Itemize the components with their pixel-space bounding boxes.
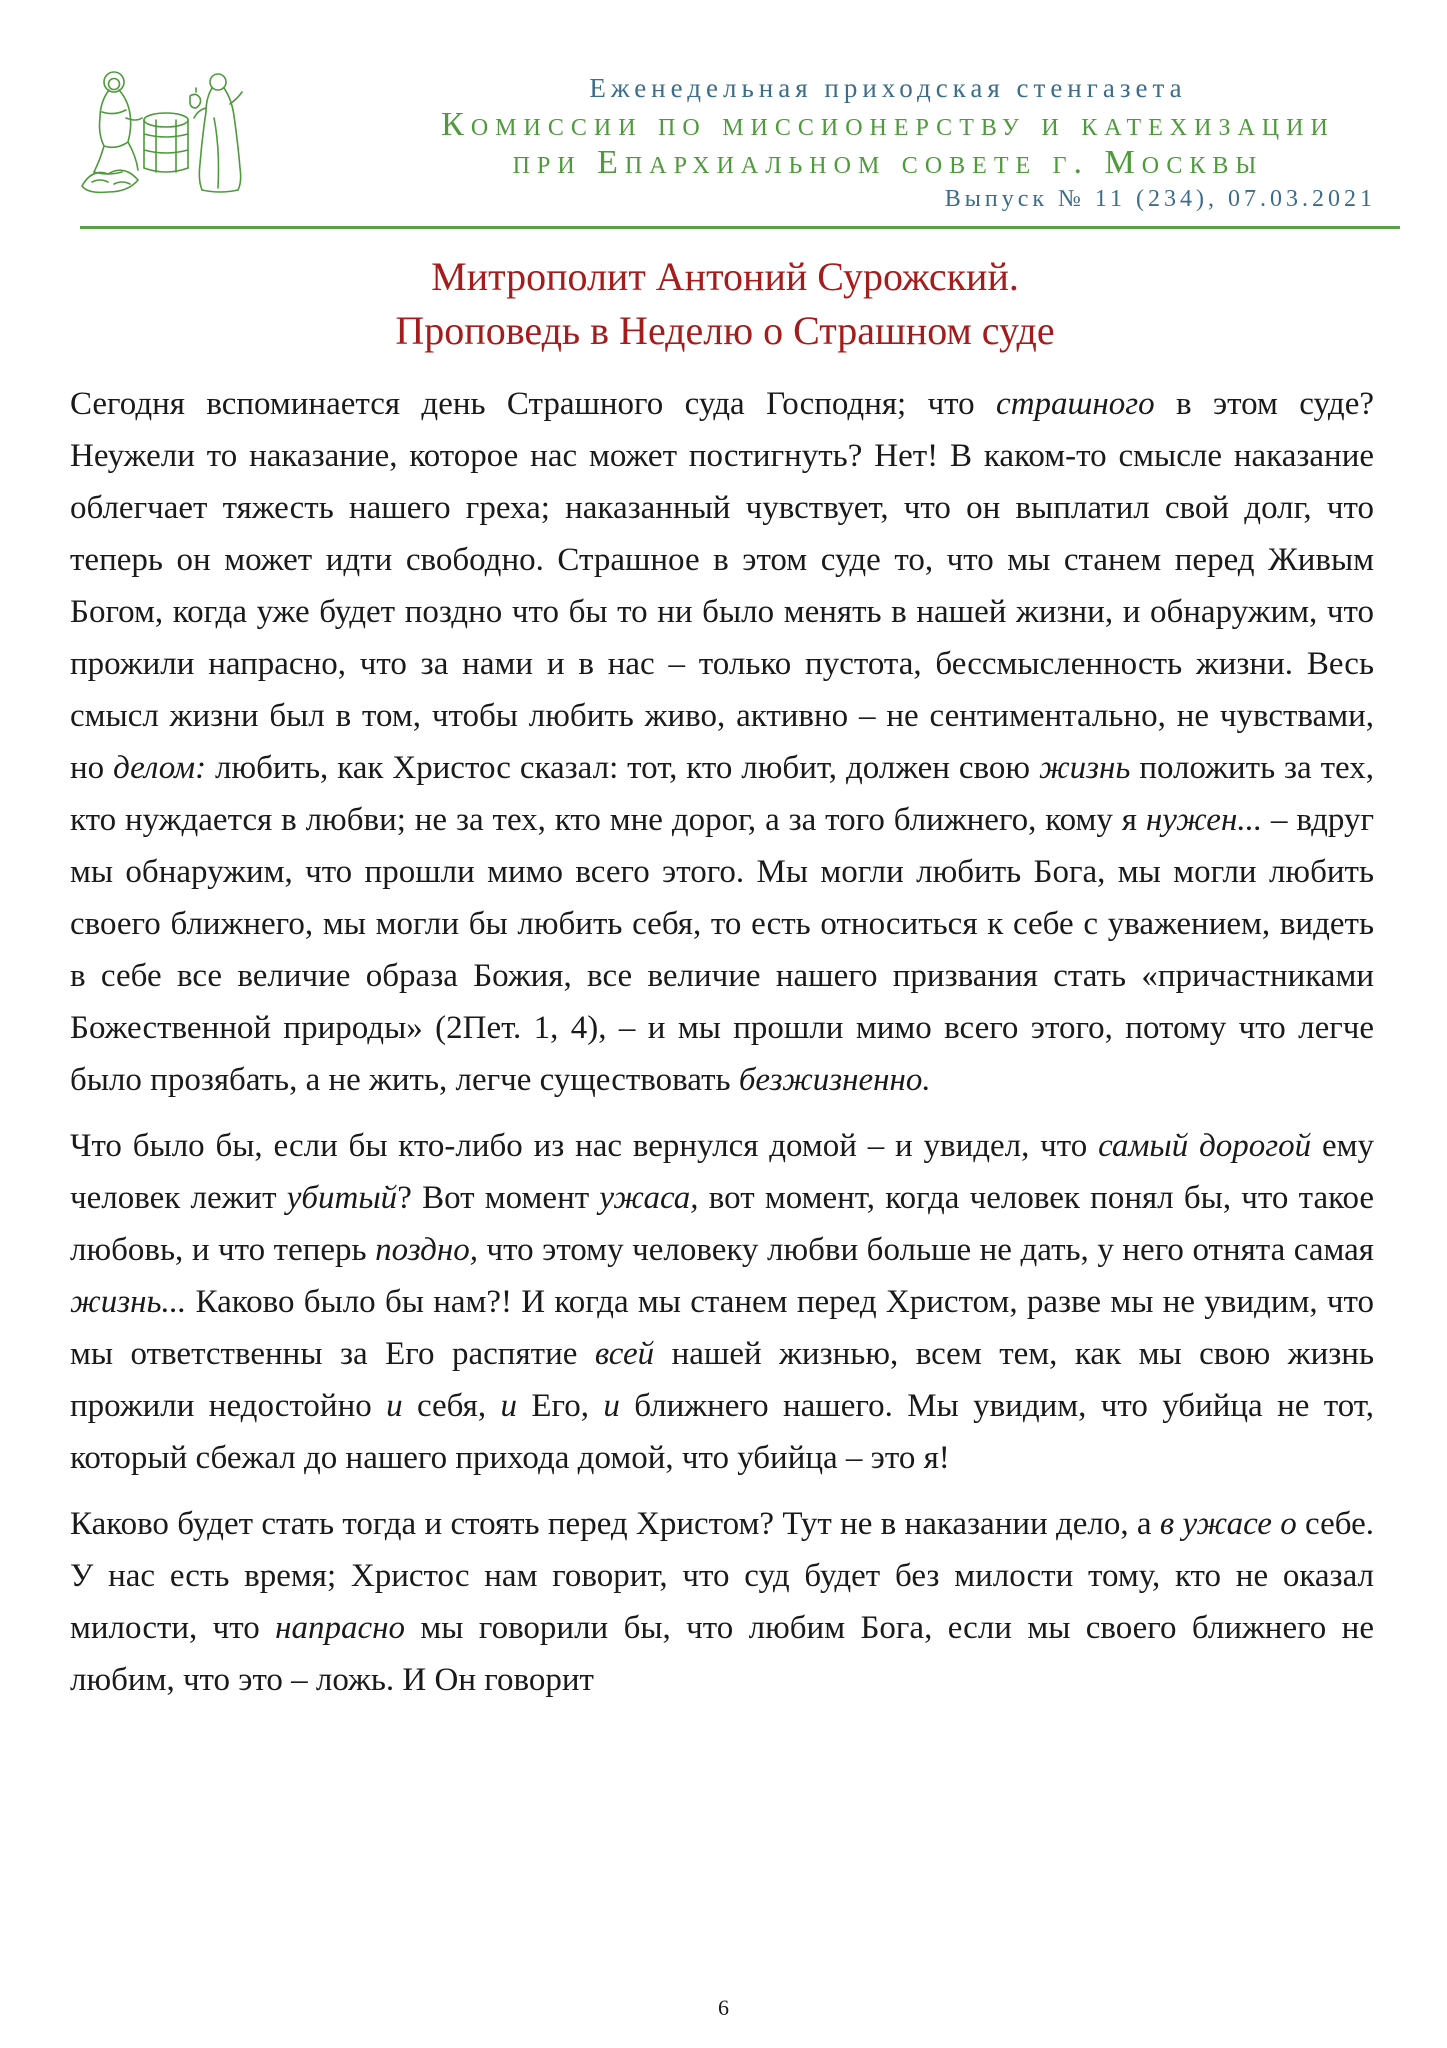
- text-run: Что было бы, если бы кто-либо из нас вернулся домой – и увидел, что: [70, 1128, 1099, 1164]
- paragraph-1: [70, 378, 1374, 1106]
- page-number: 6: [718, 1995, 729, 2020]
- text-run: себе. У нас есть время; Христос нам говорит, что суд будет без милости тому, кто не оказал милости, что: [70, 1506, 1374, 1646]
- issue-number: Выпуск № 11 (234), 07.03.2021: [944, 186, 1376, 212]
- text-run: Сегодня вспоминается день Страшного суда Господня; что: [70, 386, 997, 422]
- header-titles: [378, 68, 1398, 182]
- emphasis: нужен...: [1145, 802, 1263, 838]
- page-header: [78, 68, 1398, 228]
- text-run: в этом суде? Неужели то наказание, которое нас может постигнуть? Нет! В каком-то смысле наказание облегчает тяжесть нашего греха; наказанный чувствует, что он выплатил свой долг, что теперь он может идти свободно. Страшное в этом суде то, что мы станем перед Живым Богом, когда уже будет поздно что бы то ни было менять в нашей жизни, и обнаружим, что прожили напрасно, что за нами и в нас – только пустота, бессмысленность жизни. Весь смысл жизни был в том, чтобы любить живо, активно – не сентиментально, не чувствами, но: [70, 386, 1375, 786]
- title-author: Митрополит Антоний Сурожский.: [431, 254, 1019, 299]
- emphasis: жизнь...: [70, 1284, 187, 1320]
- text-run: – вдруг мы обнаружим, что прошли мимо всего этого. Мы могли любить Бога, мы могли любить своего ближнего, мы могли бы любить себя, то есть относиться к себе с уважением, видеть в себе все величие образа Божия, все величие нашего призвания стать «причастниками Божественной природы» (2Пет. 1, 4), – и мы прошли мимо всего этого, потому что легче было прозябать, а не жить, легче существовать: [70, 802, 1374, 1098]
- emphasis: делом:: [113, 750, 207, 786]
- emphasis: напрасно: [275, 1610, 406, 1646]
- article-body: [70, 378, 1374, 1720]
- paragraph-3: [70, 1498, 1374, 1706]
- text-run: мы говорили бы, что любим Бога, если мы своего ближнего не любим, что это – ложь. И Он говорит: [70, 1610, 1374, 1698]
- commission-name: Комиссии по миссионерству и катехизации: [441, 106, 1335, 143]
- text-run: вот момент, когда человек понял бы, что такое любовь, и что теперь: [70, 1180, 1374, 1268]
- emphasis: всей: [594, 1336, 655, 1372]
- newspaper-subtitle: Еженедельная приходская стенгазета: [589, 73, 1187, 103]
- text-run: что этому человеку любви больше не дать, у него отнята самая: [477, 1232, 1374, 1268]
- text-run: Каково будет стать тогда и стоять перед Христом? Тут не в наказании дело, а: [70, 1506, 1160, 1542]
- emphasis: ужаса,: [599, 1180, 699, 1216]
- text-run: положить за тех, кто нуждается в любви; не за тех, кто мне дорог, а за того ближнего, кому я: [70, 750, 1374, 838]
- emphasis: поздно,: [375, 1232, 478, 1268]
- emphasis: и: [500, 1388, 517, 1424]
- text-run: любить, как Христос сказал: тот, кто любит, должен свою: [206, 750, 1039, 786]
- text-run: ему человек лежит: [70, 1128, 1374, 1216]
- text-run: Его,: [516, 1388, 604, 1424]
- text-run: Каково было бы нам?! И когда мы станем перед Христом, разве мы не увидим, что мы ответственны за Его распятие: [70, 1284, 1374, 1372]
- emphasis: жизнь: [1038, 750, 1131, 786]
- header-divider: [80, 226, 1400, 229]
- title-sermon: Проповедь в Неделю о Страшном суде: [395, 308, 1055, 353]
- samaritan-woman-at-well-icon: [78, 68, 248, 198]
- emphasis: самый дорогой: [1098, 1128, 1312, 1164]
- emphasis: и: [603, 1388, 620, 1424]
- text-run: нашей жизнью, всем тем, как мы свою жизнь прожили недостойно: [70, 1336, 1374, 1424]
- emphasis: безжизненно.: [738, 1062, 931, 1098]
- text-run: себя,: [402, 1388, 501, 1424]
- emphasis: страшного: [996, 386, 1155, 422]
- emphasis: в ужасе о: [1159, 1506, 1297, 1542]
- council-name: при Епархиальном совете г. Москвы: [512, 144, 1264, 181]
- paragraph-2: [70, 1120, 1374, 1484]
- emphasis: и: [386, 1388, 403, 1424]
- text-run: ближнего нашего. Мы увидим, что убийца не тот, который сбежал до нашего прихода домой, что убийца – это я!: [70, 1388, 1374, 1476]
- emphasis: убитый: [286, 1180, 398, 1216]
- text-run: ? Вот момент: [397, 1180, 600, 1216]
- article-title: [70, 250, 1380, 358]
